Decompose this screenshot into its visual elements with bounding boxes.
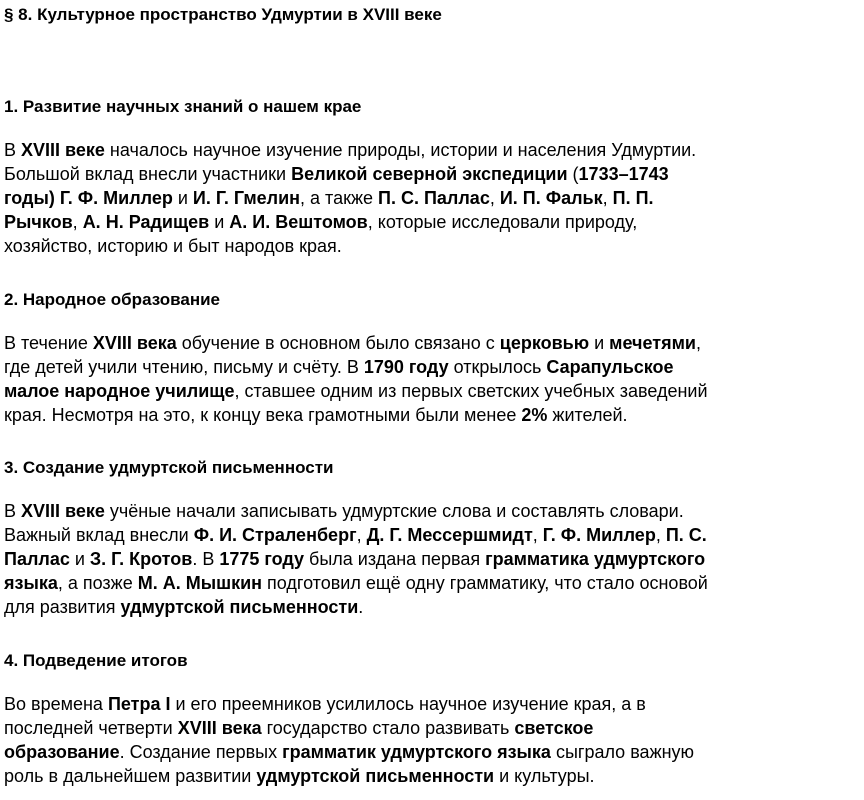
section-1-paragraph: В XVIII веке началось научное изучение природы, истории и населения Удмуртии. Большой вклад внесли участники Великой северной экспедиции (1733–1743 годы) Г. Ф. Миллер и И. Г. Гмелин, а также П. С. Паллас, И. П. Фальк, П. П. Рычков, А. Н. Радищев и А. И. Вештомов, которые исследовали природу, хозяйство, историю и быт народов края.	[4, 140, 697, 256]
section-1-heading: 1. Развитие научных знаний о нашем крае	[4, 97, 362, 116]
section-1	[4, 97, 862, 258]
section-4-paragraph: Во времена Петра I и его преемников усилилось научное изучение края, а в последней четверти XVIII века государство стало развивать светское образование. Создание первых грамматик удмуртского языка сыграло важную роль в дальнейшем развитии удмуртской письменности и культуры.	[4, 694, 695, 786]
section-2-heading: 2. Народное образование	[4, 290, 220, 309]
section-2-paragraph: В течение XVIII века обучение в основном было связано с церковью и мечетями, где детей учили чтению, письму и счёту. В 1790 году открылось Сарапульское малое народное училище, ставшее одним из первых светских учебных заведений края. Несмотря на это, к концу века грамотными были менее 2% жителей.	[4, 333, 708, 425]
section-3-heading: 3. Создание удмуртской письменности	[4, 458, 334, 477]
section-3	[4, 458, 862, 619]
section-2	[4, 290, 862, 427]
page-title: § 8. Культурное пространство Удмуртии в XVIII веке	[4, 5, 442, 24]
section-4-heading: 4. Подведение итогов	[4, 651, 188, 670]
section-4	[4, 651, 862, 788]
section-3-paragraph: В XVIII веке учёные начали записывать удмуртские слова и составлять словари. Важный вклад внесли Ф. И. Страленберг, Д. Г. Мессершмидт, Г. Ф. Миллер, П. С. Паллас и З. Г. Кротов. В 1775 году была издана первая грамматика удмуртского языка, а позже М. А. Мышкин подготовил ещё одну грамматику, что стало основой для развития удмуртской письменности.	[4, 501, 708, 617]
